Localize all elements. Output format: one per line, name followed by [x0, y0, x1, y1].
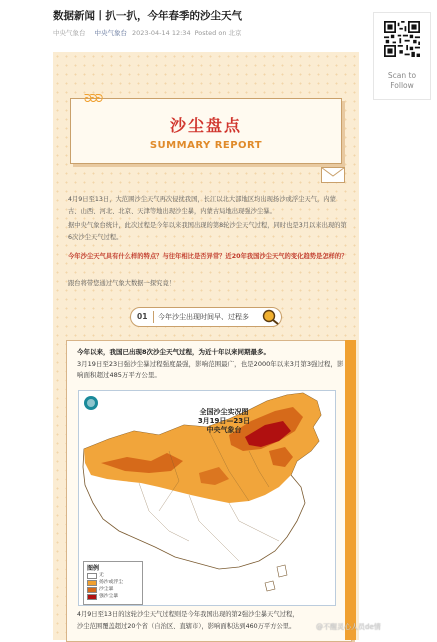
watermark: @不醒灵心人员de情: [316, 623, 381, 631]
section-label: 今年沙尘出现时间早、过程多: [158, 313, 249, 321]
article-datetime: 2023-04-14 12:34: [132, 29, 191, 37]
dust-map-image: [78, 390, 336, 606]
footer-paragraph: [77, 609, 345, 633]
footer-line1: 4月9日至13日的这轮沙尘天气过程则是今年我国出现的第2强沙尘暴天气过程，: [77, 611, 299, 618]
scan-caption-line1: Scan to: [387, 71, 417, 80]
legend-item: [87, 573, 142, 579]
legend-swatch: [87, 587, 97, 593]
magnifier-icon: [262, 309, 280, 325]
lead-bold: 今年以来，我国已出现8次沙尘天气过程，为近十年以来同期最多。: [77, 348, 271, 356]
map-title-line2: 3月19日—23日: [197, 417, 251, 425]
summary-subtitle: SUMMARY REPORT: [149, 140, 263, 151]
legend-item: [87, 594, 142, 600]
legend-swatch: [87, 580, 97, 586]
article-title: 数据新闻丨扒一扒，今年春季的沙尘天气: [53, 10, 242, 22]
map-title: [179, 408, 269, 435]
intro-question: 今年沙尘天气具有什么样的特点？与往年相比是否异常？近20年我国沙尘天气的变化趋势是怎样的？: [68, 253, 348, 260]
scan-to-follow-caption: [374, 71, 430, 91]
section-heading-pill: [130, 307, 282, 327]
qr-code-icon[interactable]: [384, 21, 420, 57]
lead-normal: 3月19日至23日强沙尘暴过程强度最强，影响范围最广，也是2000年以来3月第3强过程，影响面积超过485万平方公里。: [77, 359, 344, 379]
section-number: 01: [137, 312, 148, 321]
section-divider: [153, 311, 154, 323]
legend-swatch: [87, 594, 97, 600]
legend-swatch: [87, 573, 97, 579]
map-title-line1: 全国沙尘实况图: [199, 408, 249, 416]
legend-title: 图例: [87, 565, 100, 572]
envelope-icon: [321, 167, 345, 183]
lead-paragraph: [77, 347, 345, 382]
article-meta: [53, 28, 246, 37]
map-legend: [83, 561, 143, 605]
intro-paragraph-4: 跟台将带您通过气象大数据一探究竟！: [68, 280, 176, 287]
legend-label: 扬沙或浮尘: [99, 580, 123, 585]
article-location: Posted on 北京: [194, 29, 242, 37]
legend-label: 强沙尘暴: [99, 594, 119, 599]
scan-caption-line2: Follow: [390, 81, 414, 90]
footer-line2: 沙尘范围覆盖超过20个省（自治区、直辖市），影响面积达到460万平方公里。: [77, 623, 296, 630]
follow-qr-panel[interactable]: [373, 12, 431, 100]
intro-paragraph-1: 4月9日至13日，大范围沙尘天气再次侵扰我国，长江以北大部地区均出现扬沙或浮尘天气，内蒙古、山西、河北、北京、天津等地出现沙尘暴，内蒙古局地出现强沙尘暴。: [68, 196, 336, 215]
article-source: 中央气象台: [53, 29, 86, 37]
legend-item: [87, 587, 142, 593]
intro-paragraph-2: 据中央气象台统计，此次过程是今年以来我国出现的第8轮沙尘天气过程，同时也是3月以来出现的第6次沙尘天气过程。: [68, 222, 347, 241]
legend-label: 沙尘暴: [99, 587, 114, 592]
legend-item: [87, 580, 142, 586]
account-link[interactable]: 中央气象台: [94, 29, 127, 37]
panel-side-accent: [345, 340, 356, 640]
swirl-decoration-icon: ᘐᘐᘐ: [84, 92, 102, 105]
map-title-line3: 中央气象台: [206, 426, 242, 434]
summary-title: 沙尘盘点: [169, 116, 242, 135]
legend-label: 无: [99, 573, 104, 578]
